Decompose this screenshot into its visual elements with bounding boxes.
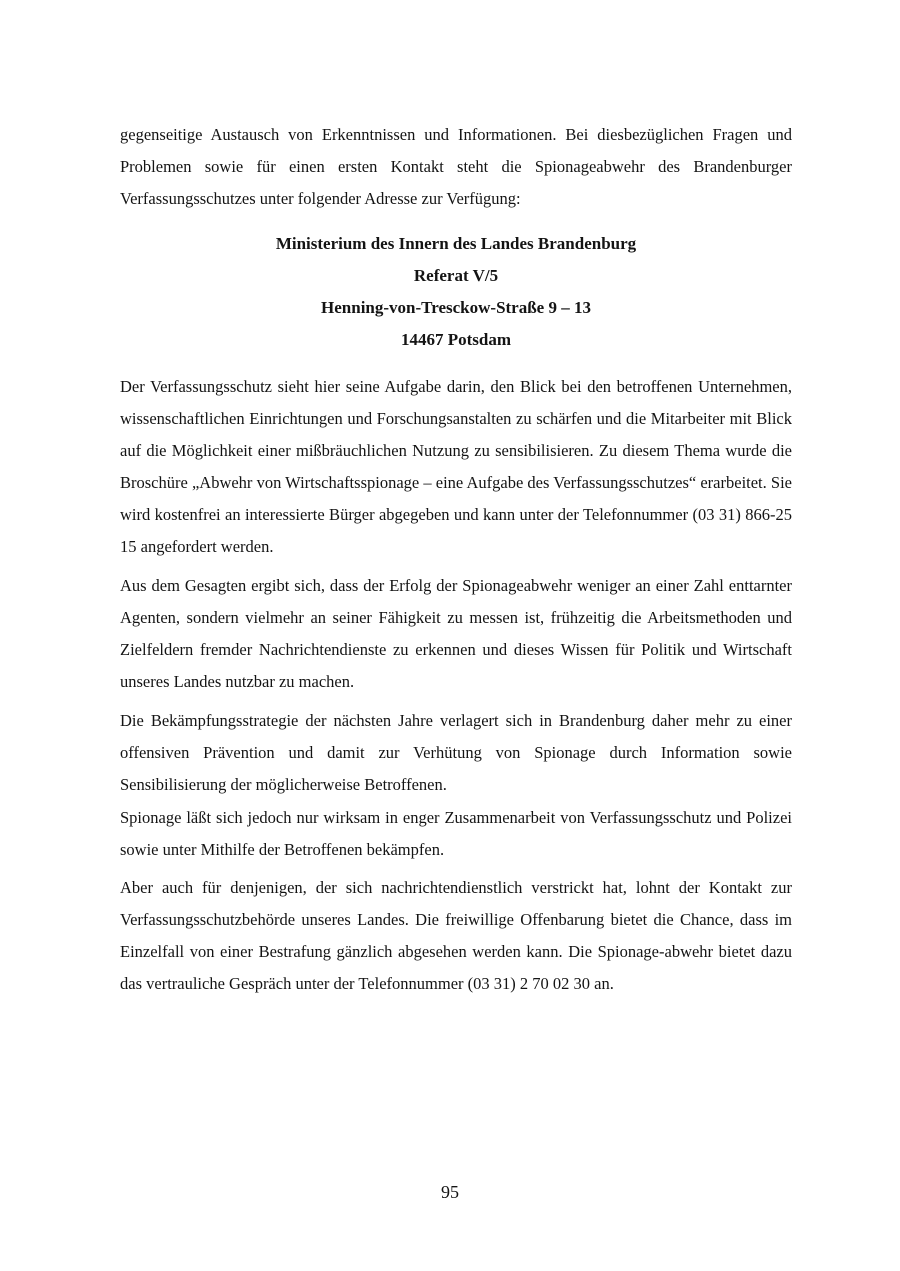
address-city: 14467 Potsdam	[400, 330, 512, 349]
page-number: 95	[441, 1182, 459, 1202]
paragraph-task: Der Verfassungsschutz sieht hier seine Aufgabe darin, den Blick bei den betroffenen Unternehmen, wissenschaftlichen Einrichtungen und Forschungsanstalten zu schärfen und die Mitarbeiter mit Blick auf die Möglichkeit einer mißbräuchlichen Nutzung zu sensibilisieren. Zu diesem Thema wurde die Broschüre „Abwehr von Wirtschaftsspionage – eine Aufgabe des Verfassungsschutzes“ erarbeitet. Sie wird kostenfrei an interessierte Bürger abgegeben und kann unter der Telefonnummer (03 31) 866-25 15 angefordert werden.	[120, 377, 792, 556]
paragraph-cooperation: Spionage läßt sich jedoch nur wirksam in enger Zusammenarbeit von Verfassungsschutz und Polizei sowie unter Mithilfe der Betroffenen bekämpfen.	[120, 808, 792, 859]
address-street: Henning-von-Tresckow-Straße 9 – 13	[321, 298, 591, 317]
paragraph-intro: gegenseitige Austausch von Erkenntnissen und Informationen. Bei diesbezüglichen Fragen und Problemen sowie für einen ersten Kontakt steht die Spionageabwehr des Brandenburger Verfassungsschutzes unter folgender Adresse zur Verfügung:	[120, 125, 792, 208]
contact-address-block	[120, 228, 792, 356]
paragraph-contact: Aber auch für denjenigen, der sich nachrichtendienstlich verstrickt hat, lohnt der Kontakt zur Verfassungsschutzbehörde unseres Landes. Die freiwillige Offenbarung bietet die Chance, dass im Einzelfall von einer Bestrafung gänzlich abgesehen werden kann. Die Spionage-abwehr bietet dazu das vertrauliche Gespräch unter der Telefonnummer (03 31) 2 70 02 30 an.	[120, 878, 792, 993]
paragraph-success: Aus dem Gesagten ergibt sich, dass der Erfolg der Spionageabwehr weniger an einer Zahl enttarnter Agenten, sondern vielmehr an seiner Fähigkeit zu messen ist, frühzeitig die Arbeitsmethoden und Zielfeldern fremder Nachrichtendienste zu erkennen und dieses Wissen für Politik und Wirtschaft unseres Landes nutzbar zu machen.	[120, 576, 792, 691]
address-department: Referat V/5	[413, 266, 499, 285]
paragraph-strategy: Die Bekämpfungsstrategie der nächsten Jahre verlagert sich in Brandenburg daher mehr zu einer offensiven Prävention und damit zur Verhütung von Spionage durch Information sowie Sensibilisierung der möglicherweise Betroffenen.	[120, 711, 792, 794]
address-ministry: Ministerium des Innern des Landes Brandenburg	[275, 234, 637, 253]
